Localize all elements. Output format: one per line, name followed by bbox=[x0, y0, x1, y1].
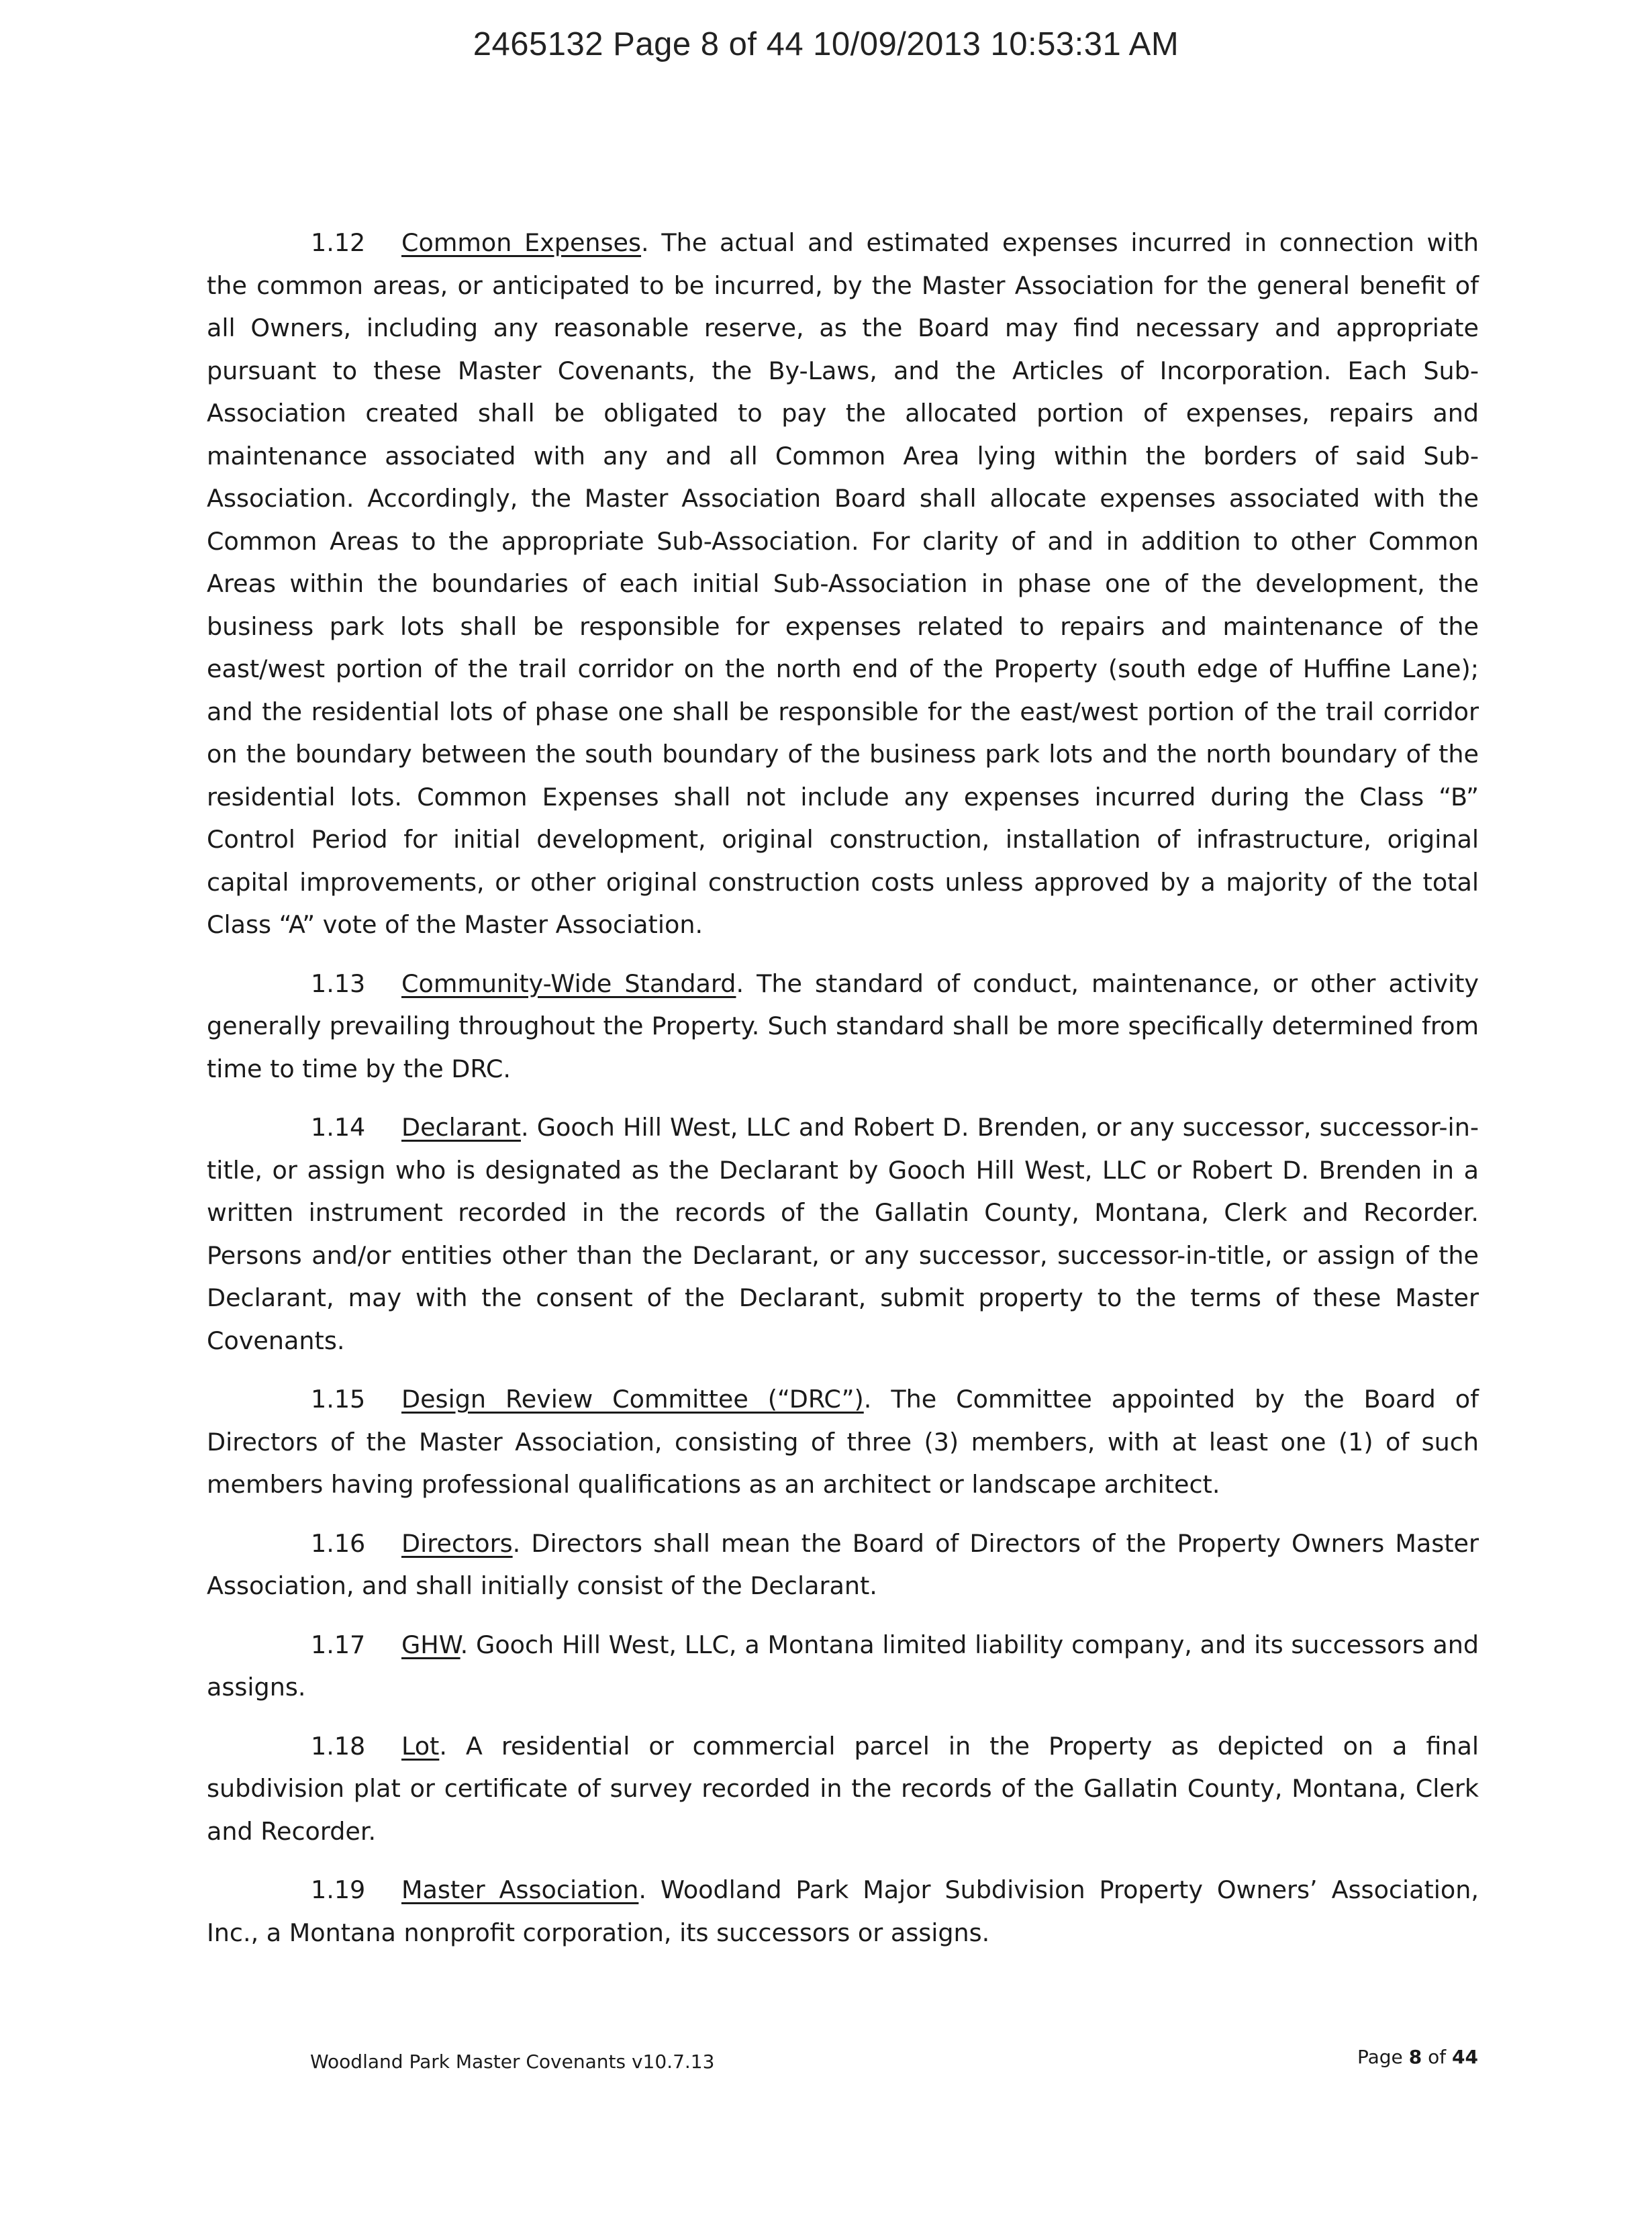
section-text: . Directors shall mean the Board of Directors of the Property Owners Master Association, and shall initially consist of the Declarant. bbox=[207, 1528, 1479, 1600]
section-number: 1.17 bbox=[311, 1630, 366, 1659]
section-1-18 bbox=[207, 1725, 1479, 1853]
section-1-15 bbox=[207, 1378, 1479, 1506]
section-number: 1.18 bbox=[311, 1731, 366, 1761]
section-text: . The Committee appointed by the Board of Directors of the Master Association, consisting of three (3) members, with at least one (1) of such members having professional qualifications as an architect or landscape architect. bbox=[207, 1385, 1479, 1499]
defined-term: Lot bbox=[401, 1731, 440, 1761]
section-text: . The standard of conduct, maintenance, or other activity generally prevailing throughout the Property. Such standard shall be more specifically determined from time to time by the DRC. bbox=[207, 969, 1479, 1083]
section-number: 1.14 bbox=[311, 1113, 366, 1142]
defined-term: Common Expenses bbox=[401, 228, 642, 257]
defined-term: Design Review Committee (“DRC”) bbox=[401, 1385, 864, 1414]
defined-term: Community-Wide Standard bbox=[401, 969, 736, 998]
defined-term: Directors bbox=[401, 1528, 513, 1558]
section-number: 1.13 bbox=[311, 969, 366, 998]
defined-term: Declarant bbox=[401, 1113, 521, 1142]
footer-page-number bbox=[1357, 2046, 1478, 2068]
page-current: 8 bbox=[1408, 2046, 1422, 2068]
footer-document-name: Woodland Park Master Covenants v10.7.13 bbox=[310, 2051, 715, 2073]
page-total: 44 bbox=[1451, 2046, 1478, 2068]
section-1-12 bbox=[207, 222, 1479, 946]
section-1-17 bbox=[207, 1624, 1479, 1709]
section-number: 1.19 bbox=[311, 1875, 366, 1904]
section-text: . Gooch Hill West, LLC and Robert D. Brenden, or any successor, successor-in-title, or assign who is designated as the Declarant by Gooch Hill West, LLC or Robert D. Brenden in a written instrument recorded in the records of the Gallatin County, Montana, Clerk and Recorder. Persons and/or entities other than the Declarant, or any successor, successor-in-title, or assign of the Declarant, may with the consent of the Declarant, submit property to the terms of these Master Covenants. bbox=[207, 1113, 1479, 1355]
section-number: 1.15 bbox=[311, 1385, 366, 1414]
defined-term: Master Association bbox=[401, 1875, 639, 1904]
page-of: of bbox=[1422, 2046, 1452, 2068]
section-number: 1.16 bbox=[311, 1528, 366, 1558]
section-1-14 bbox=[207, 1106, 1479, 1362]
defined-term: GHW bbox=[401, 1630, 460, 1659]
section-text: . The actual and estimated expenses incurred in connection with the common areas, or anticipated to be incurred, by the Master Association for the general benefit of all Owners, including any reasonable reserve, as the Board may find necessary and appropriate pursuant to these Master Covenants, the By-Laws, and the Articles of Incorporation. Each Sub-Association created shall be obligated to pay the allocated portion of expenses, repairs and maintenance associated with any and all Common Area lying within the borders of said Sub-Association. Accordingly, the Master Association Board shall allocate expenses associated with the Common Areas to the appropriate Sub-Association. For clarity of and in addition to other Common Areas within the boundaries of each initial Sub-Association in phase one of the development, the business park lots shall be responsible for expenses related to repairs and maintenance of the east/west portion of the trail corridor on the north end of the Property (south edge of Huffine Lane); and the residential lots of phase one shall be responsible for the east/west portion of the trail corridor on the boundary between the south boundary of the business park lots and the north boundary of the residential lots. Common Expenses shall not include any expenses incurred during the Class “B” Control Period for initial development, original construction, installation of infrastructure, original capital improvements, or other original construction costs unless approved by a majority of the total Class “A” vote of the Master Association. bbox=[207, 228, 1479, 939]
section-text: . Gooch Hill West, LLC, a Montana limited liability company, and its successors and assigns. bbox=[207, 1630, 1479, 1702]
section-number: 1.12 bbox=[311, 228, 366, 257]
section-text: . A residential or commercial parcel in the Property as depicted on a final subdivision plat or certificate of survey recorded in the records of the Gallatin County, Montana, Clerk and Recorder. bbox=[207, 1731, 1479, 1846]
section-text: . Woodland Park Major Subdivision Property Owners’ Association, Inc., a Montana nonprofit corporation, its successors or assigns. bbox=[207, 1875, 1479, 1947]
section-1-16 bbox=[207, 1522, 1479, 1608]
recording-stamp: 2465132 Page 8 of 44 10/09/2013 10:53:31 AM bbox=[473, 26, 1179, 62]
document-body bbox=[207, 222, 1479, 1970]
section-1-13 bbox=[207, 963, 1479, 1091]
section-1-19 bbox=[207, 1869, 1479, 1954]
page-prefix: Page bbox=[1357, 2046, 1409, 2068]
